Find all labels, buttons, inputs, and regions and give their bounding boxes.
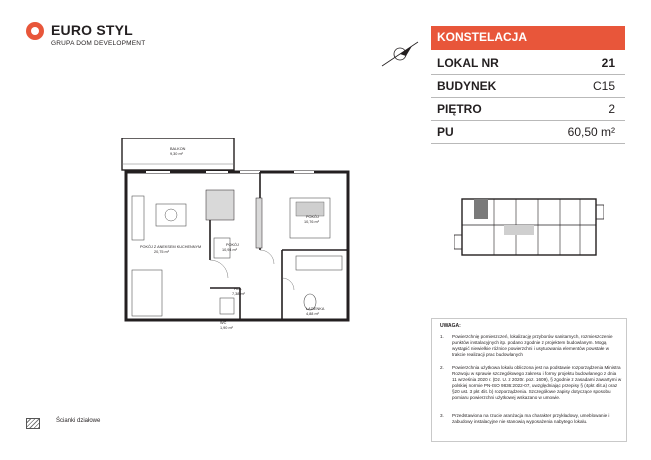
info-value: 60,50 m² (567, 125, 615, 139)
info-value: C15 (592, 79, 615, 93)
note-number: 3. (440, 413, 444, 418)
room-label-hol: HOL (234, 287, 242, 291)
room-area-pokoj-right: 10,76 m² (304, 220, 319, 224)
floor-plan (110, 138, 360, 348)
info-row-pietro (431, 98, 625, 121)
room-area-pokoj-mid: 10,94 m² (222, 248, 237, 252)
notes-box (431, 318, 627, 442)
note-number: 2. (440, 365, 444, 370)
site-plan-thumbnail (454, 195, 604, 265)
project-name: KONSTELACJA (431, 26, 625, 50)
brand-tagline: GRUPA DOM DEVELOPMENT (51, 40, 146, 47)
info-value: 2 (608, 102, 615, 116)
brand-logo (26, 22, 156, 56)
room-label-lazienka: ŁAZIENKA (306, 307, 325, 311)
room-label-balkon: BALKON (170, 147, 186, 151)
note-text: Przedstawiona na rzucie aranżacja ma charakter przykładowy, umeblowanie i zabudowy instalacyjne nie stanowią wyposażenia nabytego lokalu. (452, 413, 610, 424)
info-key: PIĘTRO (437, 102, 482, 116)
hatch-swatch-icon (26, 418, 40, 429)
info-key: LOKAL NR (437, 56, 499, 70)
room-label-wc: WC (220, 321, 227, 325)
room-area-wc: 1,90 m² (220, 326, 233, 330)
room-label-pokoj-right: POKÓJ (306, 215, 319, 219)
compass-icon (378, 36, 422, 72)
unit-info-panel (431, 26, 625, 144)
legend-label: Ścianki działowe (56, 418, 101, 424)
notes-title: UWAGA: (440, 323, 461, 329)
logo-mark-icon (26, 22, 44, 40)
info-key: PU (437, 125, 454, 139)
room-area-pokoj-aneks: 20,75 m² (154, 250, 169, 254)
info-row-lokal (431, 52, 625, 75)
room-area-balkon: 9,30 m² (170, 152, 183, 156)
room-area-hol: 7,38 m² (232, 292, 245, 296)
brand-name: EURO STYL (51, 22, 133, 38)
room-label-pokoj-aneks: POKÓJ Z ANEKSEM KUCHENNYM (140, 245, 202, 249)
room-area-lazienka: 4,88 m² (306, 312, 319, 316)
note-text: Powierzchnię pomieszczeń, lokalizację przyborów sanitarnych, rozmieszczenie punktów instalacyjnych itp. podano zgodnie z projektem budowlanym. Mogą wystąpić niewielkie różnice powierzchni i usytuowania elementów powstałe w trakcie realizacji prac budowlanych (452, 334, 613, 357)
info-value: 21 (601, 56, 615, 70)
room-label-pokoj-mid: POKÓJ (226, 243, 239, 247)
info-key: BUDYNEK (437, 79, 497, 93)
note-text: Powierzchnia użytkowa lokalu obliczona jest na podstawie rozporządzenia Ministra Rozwoju w sprawie szczegółowego zakresu i formy projektu budowlanego z dnia 11 września 2020 r. (Dz. U. z 2020r. poz. 1609), § zgodnie z zasadami zawartymi w polskiej normie PN-ISO 9836:2022-07, uwzględniając przepisy § (4pkt 4lit.a) oraz §20 ust. 3 pkt 4lit. b) rozporządzenia. Szczegółowe zapisy dotyczące sposobu pomiaru powierzchni użytkowej wskazano w umowie. (452, 365, 622, 400)
info-row-budynek (431, 75, 625, 98)
note-number: 1. (440, 334, 444, 339)
info-row-pu (431, 121, 625, 144)
